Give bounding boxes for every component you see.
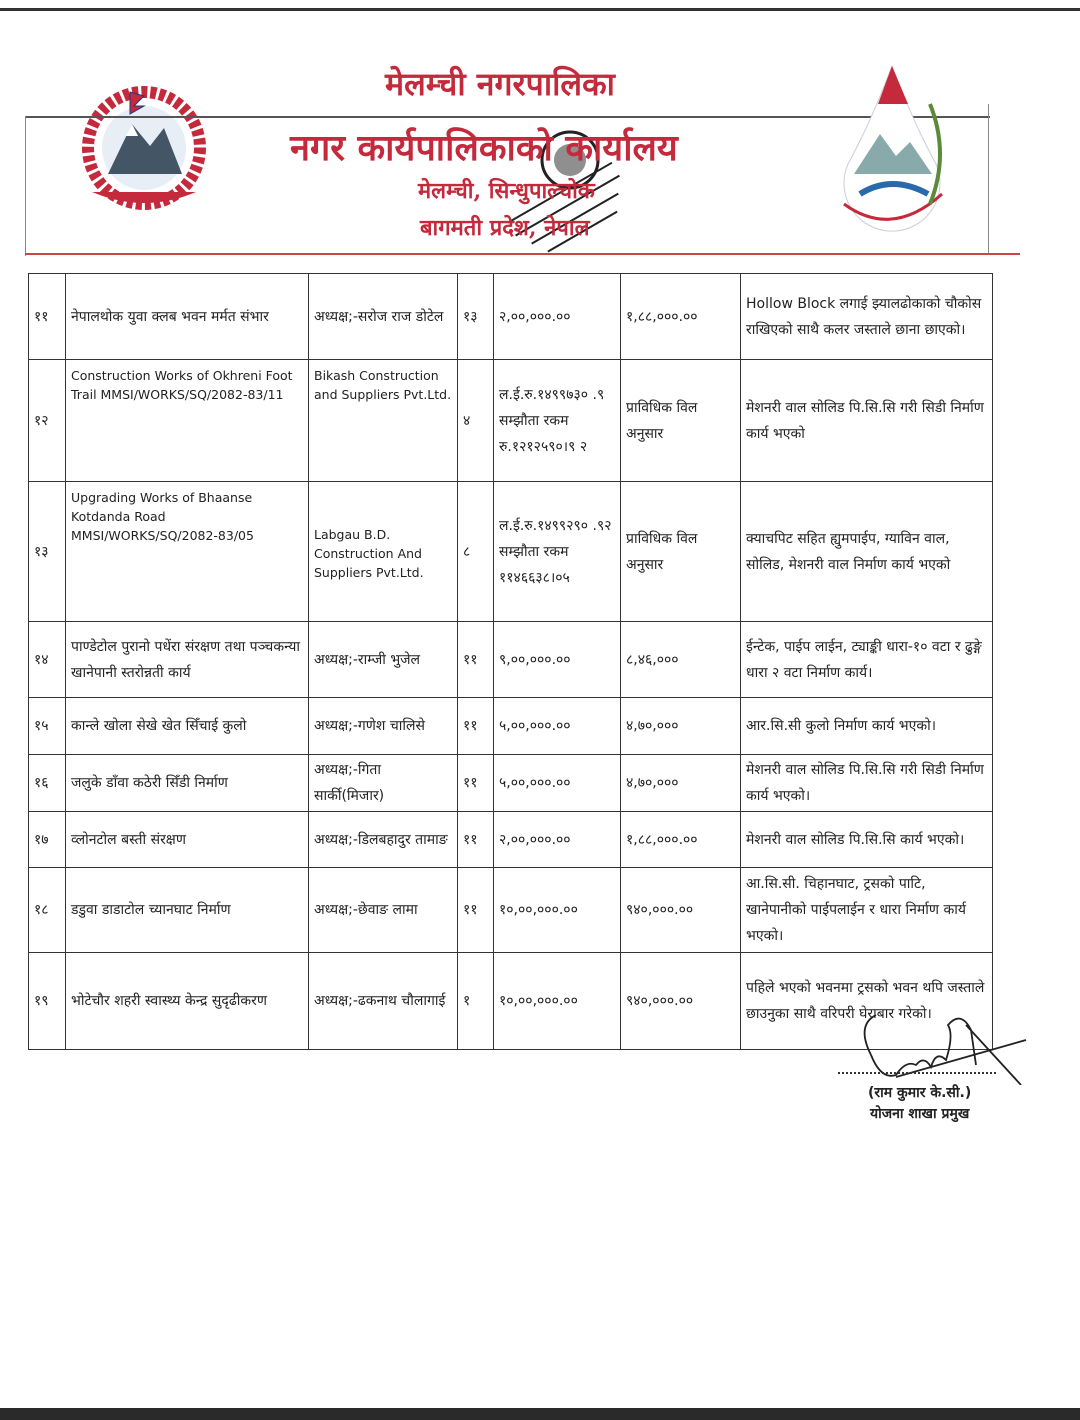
municipality-name: मेलम्ची नगरपालिका xyxy=(385,65,615,103)
cell-ward: ११ xyxy=(458,622,494,698)
cell-budget: ९,००,०००.०० xyxy=(494,622,621,698)
cell-budget: ५,००,०००.०० xyxy=(494,755,621,812)
cell-sn: १७ xyxy=(29,812,66,868)
page-top-edge xyxy=(0,0,1080,11)
cell-remarks: Hollow Block लगाई झ्यालढोकाको चौकोस राखिएको साथै कलर जस्ताले छाना छाएको। xyxy=(741,274,993,360)
cell-by: अध्यक्ष;-डिलबहादुर तामाङ xyxy=(309,812,458,868)
cell-sn: १९ xyxy=(29,953,66,1050)
cell-ward: १३ xyxy=(458,274,494,360)
cell-sn: १८ xyxy=(29,868,66,953)
cell-by: अध्यक्ष;-गिता सार्की(मिजार) xyxy=(309,755,458,812)
header-border-right xyxy=(988,104,989,254)
cell-spent: ९४०,०००.०० xyxy=(621,953,741,1050)
cell-name: व्लोनटोल बस्ती संरक्षण xyxy=(66,812,309,868)
cell-ward: ११ xyxy=(458,755,494,812)
melamchi-municipality-logo xyxy=(830,64,960,244)
cell-ward: १ xyxy=(458,953,494,1050)
table-row xyxy=(29,360,993,482)
cell-sn: १५ xyxy=(29,698,66,755)
cell-budget: ल.ई.रु.१४९९७३० .९ सम्झौता रकम रु.१२१२५९०।९ २ xyxy=(494,360,621,482)
cell-ward: ८ xyxy=(458,482,494,622)
cell-sn: ११ xyxy=(29,274,66,360)
cell-spent: प्राविधिक विल अनुसार xyxy=(621,482,741,622)
cell-by: अध्यक्ष;-गणेश चालिसे xyxy=(309,698,458,755)
cell-spent: १,८८,०००.०० xyxy=(621,274,741,360)
cell-budget: २,००,०००.०० xyxy=(494,274,621,360)
signatory-name: (राम कुमार के.सी.) xyxy=(868,1085,972,1101)
cell-budget: ५,००,०००.०० xyxy=(494,698,621,755)
cell-remarks: पहिले भएको भवनमा ट्रसको भवन थपि जस्ताले छाउनुका साथै वरिपरी घेराबार गरेको। xyxy=(741,953,993,1050)
cell-name: जलुके डाँवा कठेरी सिँडी निर्माण xyxy=(66,755,309,812)
cell-ward: ११ xyxy=(458,868,494,953)
table-row xyxy=(29,812,993,868)
cell-sn: १२ xyxy=(29,360,66,482)
cell-by: अध्यक्ष;-ढकनाथ चौलागाई xyxy=(309,953,458,1050)
office-name: नगर कार्यपालिकाको कार्यालय xyxy=(290,127,678,169)
cell-spent: ४,७०,००० xyxy=(621,755,741,812)
cell-sn: १३ xyxy=(29,482,66,622)
cell-name: Construction Works of Okhreni Foot Trail MMSI/WORKS/SQ/2082-83/11 xyxy=(66,360,309,482)
table-row xyxy=(29,622,993,698)
header-border-left xyxy=(25,116,26,256)
cell-name: डडुवा डाडाटोल च्यानघाट निर्माण xyxy=(66,868,309,953)
cell-ward: ४ xyxy=(458,360,494,482)
cell-sn: १४ xyxy=(29,622,66,698)
cell-budget: १०,००,०००.०० xyxy=(494,868,621,953)
cell-sn: १६ xyxy=(29,755,66,812)
cell-by: Labgau B.D. Construction And Suppliers Pvt.Ltd. xyxy=(309,482,458,622)
nepal-emblem-logo xyxy=(72,84,222,214)
cell-budget: २,००,०००.०० xyxy=(494,812,621,868)
signatory-role: योजना शाखा प्रमुख xyxy=(870,1106,970,1122)
cell-name: पाण्डेटोल पुरानो पधेंरा संरक्षण तथा पञ्चकन्या खानेपानी स्तरोन्नती कार्य xyxy=(66,622,309,698)
table-row xyxy=(29,698,993,755)
table-row xyxy=(29,868,993,953)
table-row xyxy=(29,482,993,622)
cell-spent: ९४०,०००.०० xyxy=(621,868,741,953)
cell-budget: ल.ई.रु.१४९९२९० .९२ सम्झौता रकम ११४६६३८।०५ xyxy=(494,482,621,622)
cell-spent: ४,७०,००० xyxy=(621,698,741,755)
cell-remarks: मेशनरी वाल सोलिड पि.सि.सि कार्य भएको। xyxy=(741,812,993,868)
cell-by: Bikash Construction and Suppliers Pvt.Ltd. xyxy=(309,360,458,482)
cell-by: अध्यक्ष;-सरोज राज डोटेल xyxy=(309,274,458,360)
table-row xyxy=(29,755,993,812)
address-line-2: बागमती प्रदेश, नेपाल xyxy=(420,215,590,241)
cell-name: Upgrading Works of Bhaanse Kotdanda Road MMSI/WORKS/SQ/2082-83/05 xyxy=(66,482,309,622)
cell-remarks: क्याचपिट सहित ह्युमपाईप, ग्याविन वाल, सोलिड, मेशनरी वाल निर्माण कार्य भएको xyxy=(741,482,993,622)
table-row xyxy=(29,274,993,360)
cell-spent: प्राविधिक विल अनुसार xyxy=(621,360,741,482)
signature-line xyxy=(838,1072,996,1074)
cell-remarks: आर.सि.सी कुलो निर्माण कार्य भएको। xyxy=(741,698,993,755)
projects-table xyxy=(28,273,993,1050)
cell-remarks: मेशनरी वाल सोलिड पि.सि.सि गरी सिडी निर्माण कार्य भएको। xyxy=(741,755,993,812)
cell-ward: ११ xyxy=(458,812,494,868)
cell-ward: ११ xyxy=(458,698,494,755)
cell-name: कान्ले खोला सेखे खेत सिँचाई कुलो xyxy=(66,698,309,755)
cell-remarks: आ.सि.सी. चिहानघाट, ट्रसको पाटि, खानेपानीको पाईपलाईन र धारा निर्माण कार्य भएको। xyxy=(741,868,993,953)
page-bottom-edge xyxy=(0,1408,1080,1420)
cell-by: अध्यक्ष;-छेवाङ लामा xyxy=(309,868,458,953)
cell-name: भोटेचौर शहरी स्वास्थ्य केन्द्र सुदृढीकरण xyxy=(66,953,309,1050)
cell-remarks: मेशनरी वाल सोलिड पि.सि.सि गरी सिडी निर्माण कार्य भएको xyxy=(741,360,993,482)
address-line-1: मेलम्ची, सिन्धुपाल्चोक xyxy=(418,178,595,204)
cell-budget: १०,००,०००.०० xyxy=(494,953,621,1050)
cell-spent: १,८८,०००.०० xyxy=(621,812,741,868)
cell-by: अध्यक्ष;-राम्जी भुजेल xyxy=(309,622,458,698)
cell-name: नेपालथोक युवा क्लब भवन मर्मत संभार xyxy=(66,274,309,360)
cell-spent: ८,४६,००० xyxy=(621,622,741,698)
cell-remarks: ईन्टेक, पाईप लाईन, ट्याङ्की धारा-१० वटा र ढुङ्गे धारा २ वटा निर्माण कार्य। xyxy=(741,622,993,698)
